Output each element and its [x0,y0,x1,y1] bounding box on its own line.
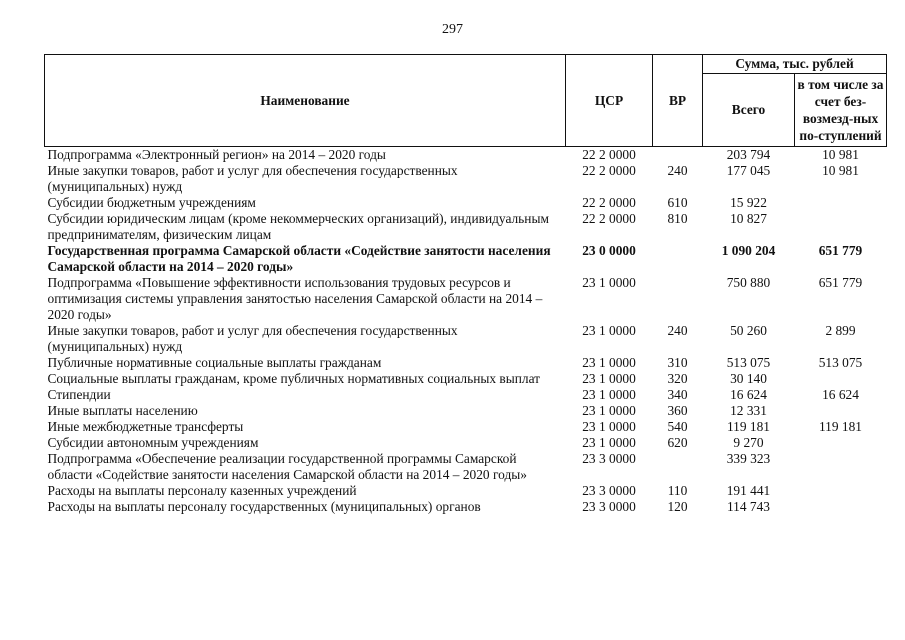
row-total: 12 331 [730,403,767,418]
row-csr: 22 2 0000 [582,147,636,162]
row-name: Публичные нормативные социальные выплаты гражданам [47,355,382,370]
row-csr: 22 2 0000 [582,195,636,210]
row-free-receipts [795,451,887,483]
row-name: Иные закупки товаров, работ и услуг для обеспечения государственных (муниципальных) нужд [47,323,458,354]
row-csr: 22 2 0000 [582,163,636,178]
row-total: 9 270 [733,435,764,450]
table-row [45,147,887,164]
table-row [45,243,887,275]
row-total: 50 260 [730,323,767,338]
row-name: Расходы на выплаты персоналу государственных (муниципальных) органов [47,499,481,514]
row-free-receipts: 2 899 [825,323,856,338]
row-total: 1 090 204 [721,243,776,258]
table-row [45,371,887,387]
header-vr: ВР [653,55,703,147]
row-total: 339 323 [726,451,771,466]
row-csr: 23 1 0000 [582,403,636,418]
row-vr: 620 [667,435,688,450]
row-csr: 23 1 0000 [582,323,636,338]
row-free-receipts: 10 981 [822,147,859,162]
row-total: 10 827 [730,211,767,226]
row-vr [653,451,703,483]
row-vr: 540 [667,419,688,434]
table-row [45,163,887,195]
row-free-receipts [795,195,887,211]
row-free-receipts [795,435,887,451]
row-total: 114 743 [726,499,771,514]
row-free-receipts: 651 779 [818,275,863,290]
row-name: Подпрограмма «Обеспечение реализации государственной программы Самарской области «Содействие занятости населения Самарской области на 2014 – 2020 годы» [47,451,527,482]
row-name: Стипендии [47,387,111,402]
table-row [45,211,887,243]
row-free-receipts: 16 624 [822,387,859,402]
row-name: Иные выплаты населению [47,403,198,418]
row-vr: 240 [667,163,688,178]
row-csr: 23 1 0000 [582,355,636,370]
table-row [45,387,887,403]
row-csr: 23 1 0000 [582,371,636,386]
row-name: Субсидии юридическим лицам (кроме некоммерческих организаций), индивидуальным предпринимателям, физическим лицам [47,211,549,242]
header-csr: ЦСР [566,55,653,147]
header-name: Наименование [45,55,566,147]
row-vr: 240 [667,323,688,338]
row-name: Расходы на выплаты персоналу казенных учреждений [47,483,357,498]
row-vr: 360 [667,403,688,418]
row-free-receipts [795,483,887,499]
row-free-receipts [795,211,887,243]
table-header [45,55,887,147]
header-free-receipts: в том числе за счет без-возмезд-ных по-ступлений [795,74,887,147]
page-number: 297 [442,22,463,37]
row-name: Иные межбюджетные трансферты [47,419,244,434]
row-free-receipts: 119 181 [818,419,863,434]
row-total: 203 794 [726,147,771,162]
table-row [45,323,887,355]
row-csr: 23 1 0000 [582,387,636,402]
row-name: Подпрограмма «Электронный регион» на 2014 – 2020 годы [47,147,386,162]
row-vr: 810 [667,211,688,226]
row-csr: 23 3 0000 [582,499,636,514]
row-total: 177 045 [726,163,771,178]
table-row [45,355,887,371]
row-total: 750 880 [726,275,771,290]
row-csr: 23 3 0000 [582,483,636,498]
table-row [45,275,887,323]
row-csr: 22 2 0000 [582,211,636,226]
table-row [45,435,887,451]
row-name: Подпрограмма «Повышение эффективности использования трудовых ресурсов и оптимизация системы управления занятостью населения Самарской области на 2014 – 2020 годы» [47,275,543,322]
row-vr [653,243,703,275]
row-free-receipts [795,499,887,515]
table-row [45,451,887,483]
row-vr: 110 [667,483,688,498]
row-total: 30 140 [730,371,767,386]
row-vr: 320 [667,371,688,386]
budget-table [44,54,887,515]
row-csr: 23 0 0000 [582,243,636,258]
row-free-receipts: 10 981 [822,163,859,178]
row-name: Субсидии автономным учреждениям [47,435,259,450]
row-total: 16 624 [730,387,767,402]
row-total: 513 075 [726,355,771,370]
row-name: Государственная программа Самарской области «Содействие занятости населения Самарской области на 2014 – 2020 годы» [47,243,551,274]
row-csr: 23 1 0000 [582,435,636,450]
row-vr: 340 [667,387,688,402]
row-name: Иные закупки товаров, работ и услуг для обеспечения государственных (муниципальных) нужд [47,163,458,194]
row-csr: 23 1 0000 [582,275,636,290]
row-free-receipts: 513 075 [818,355,863,370]
row-vr [653,275,703,323]
row-name: Субсидии бюджетным учреждениям [47,195,256,210]
table-body [45,147,887,516]
row-total: 191 441 [726,483,771,498]
row-vr: 610 [667,195,688,210]
row-total: 15 922 [730,195,767,210]
header-sum-group: Сумма, тыс. рублей [703,55,887,74]
table-row [45,483,887,499]
row-vr: 310 [667,355,688,370]
header-total: Всего [703,74,795,147]
table-row [45,499,887,515]
row-free-receipts [795,371,887,387]
row-csr: 23 3 0000 [582,451,636,466]
row-csr: 23 1 0000 [582,419,636,434]
row-vr: 120 [667,499,688,514]
row-vr [653,147,703,164]
table-row [45,195,887,211]
table-row [45,419,887,435]
row-free-receipts: 651 779 [818,243,863,258]
row-free-receipts [795,403,887,419]
row-name: Социальные выплаты гражданам, кроме публичных нормативных социальных выплат [47,371,541,386]
row-total: 119 181 [726,419,771,434]
table-row [45,403,887,419]
